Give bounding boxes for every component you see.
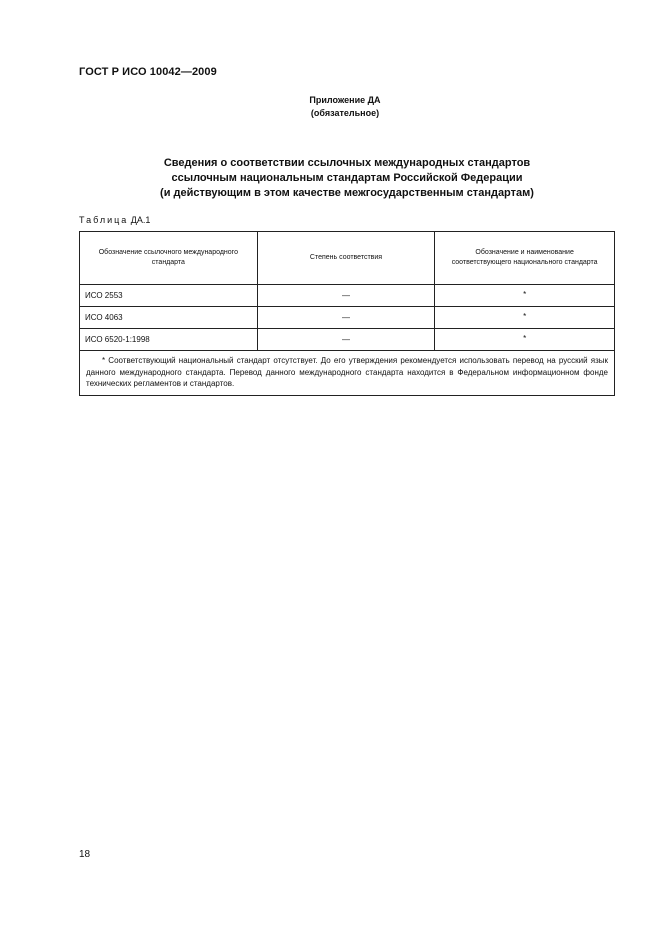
cell-national-standard (435, 285, 615, 307)
table-row (80, 285, 615, 307)
cell-degree: — (257, 285, 435, 307)
annex-title: Приложение ДА (309, 95, 381, 105)
cell-international-standard: ИСО 2553 (80, 285, 258, 307)
cell-degree: — (257, 307, 435, 329)
header-degree-of-correspondence: Степень соответствия (257, 232, 435, 285)
footnote-text: * Соответствующий национальный стандарт отсутствует. До его утверждения рекомендуется использовать перевод на русский язык данного международного стандарта. Перевод данного международного стандарта находится в Федеральном информационном фонде технических регламентов и стандартов. (86, 356, 608, 388)
header-international-standard: Обозначение ссылочного международного стандарта (80, 232, 258, 285)
correspondence-table (79, 231, 615, 396)
table-footnote-row (80, 351, 615, 396)
section-title-line-2: ссылочным национальным стандартам Российской Федерации (171, 172, 523, 184)
footnote-marker: * (523, 334, 527, 343)
document-header: ГОСТ Р ИСО 10042—2009 (79, 66, 217, 78)
cell-international-standard: ИСО 4063 (80, 307, 258, 329)
table-caption (79, 215, 150, 225)
header-national-standard: Обозначение и наименование соответствующего национального стандарта (435, 232, 615, 285)
table-row (80, 329, 615, 351)
table-caption-number: ДА.1 (128, 215, 151, 225)
footnote-marker: * (523, 312, 527, 321)
cell-national-standard (435, 307, 615, 329)
footnote-marker: * (523, 290, 527, 299)
table-header-row (80, 232, 615, 285)
table-footnote (80, 351, 615, 396)
cell-international-standard: ИСО 6520-1:1998 (80, 329, 258, 351)
page-number: 18 (79, 849, 91, 860)
section-title-line-3: (и действующим в этом качестве межгосударственным стандартам) (160, 187, 534, 199)
table-row (80, 307, 615, 329)
cell-degree: — (257, 329, 435, 351)
cell-national-standard (435, 329, 615, 351)
section-title-line-1: Сведения о соответствии ссылочных международных стандартов (163, 157, 531, 169)
annex-status: (обязательное) (310, 108, 380, 118)
table-caption-word: Таблица (79, 215, 129, 225)
